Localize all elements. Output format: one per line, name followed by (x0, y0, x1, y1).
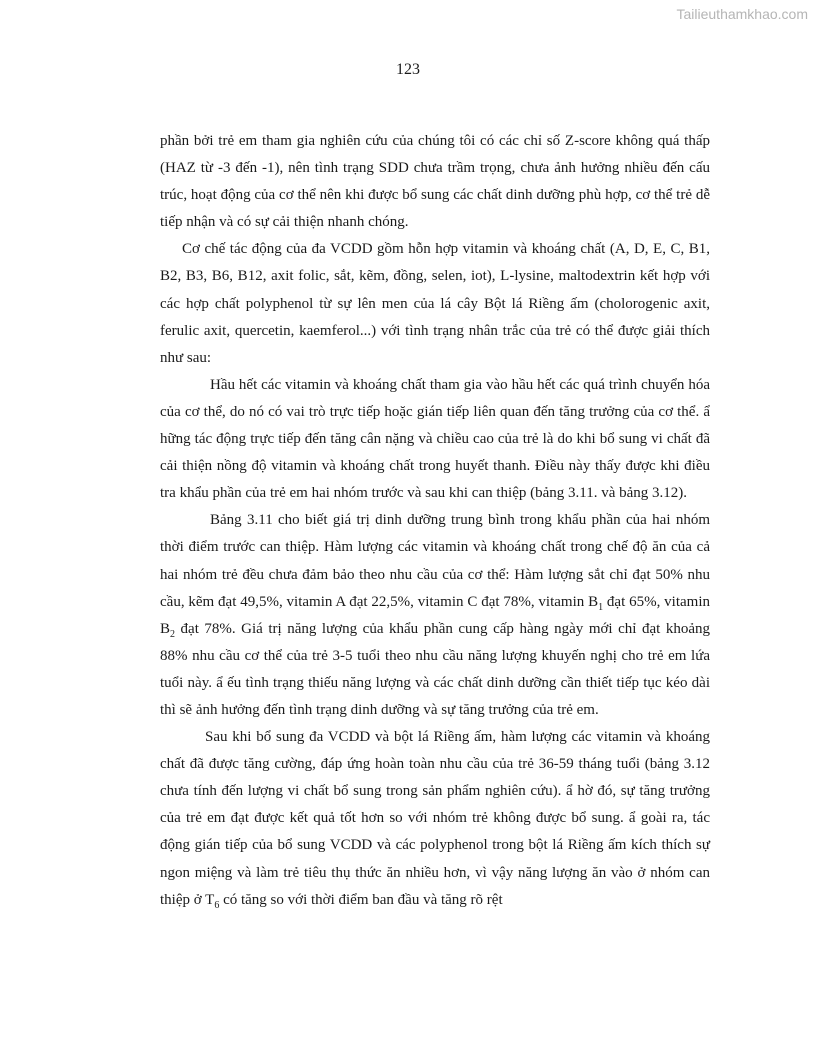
page-body (160, 128, 710, 914)
paragraph-5-text-b: có tăng so với thời điểm ban đầu và tăng rõ rệt (219, 891, 503, 908)
paragraph-5-text-a: Sau khi bổ sung đa VCDD và bột lá Riềng ấm, hàm lượng các vitamin và khoáng chất đã được tăng cường, đáp ứng hoàn toàn nhu cầu của trẻ 36-59 tháng tuổi (bảng 3.12 chưa tính đến lượng vi chất bổ sung trong sản phẩm nghiên cứu). ẩ hờ đó, sự tăng trưởng của trẻ em đạt được kết quả tốt hơn so với nhóm trẻ không được bổ sung. ẩ goài ra, tác động gián tiếp của bổ sung VCDD và các polyphenol trong bột lá Riềng ấm kích thích sự ngon miệng và làm trẻ tiêu thụ thức ăn nhiều hơn, vì vậy năng lượng ăn vào ở nhóm can thiệp ở T (160, 729, 710, 908)
paragraph-4-text-a: Bảng 3.11 cho biết giá trị dinh dưỡng trung bình trong khẩu phần của hai nhóm thời điểm trước can thiệp. Hàm lượng các vitamin và khoáng chất trong chế độ ăn của cả hai nhóm trẻ đều chưa đảm bảo theo nhu cầu của cơ thể: Hàm lượng sắt chỉ đạt 50% nhu cầu, kẽm đạt 49,5%, vitamin A đạt 22,5%, vitamin C đạt 78%, vitamin B (160, 512, 710, 610)
page-number: 123 (396, 61, 420, 78)
paragraph-4-text-b: đạt 65%, vitamin B (160, 593, 710, 637)
subscript: 6 (214, 899, 220, 911)
subscript: 1 (598, 601, 604, 613)
subscript: 2 (170, 628, 176, 640)
paragraph-4 (160, 507, 710, 724)
paragraph-4-text-c: đạt 78%. Giá trị năng lượng của khẩu phần cung cấp hàng ngày mới chỉ đạt khoảng 88% nhu cầu cơ thể của trẻ 3-5 tuổi theo nhu cầu năng lượng khuyến nghị cho trẻ em lứa tuổi này. ẩ ếu tình trạng thiếu năng lượng và các chất dinh dưỡng cần thiết tiếp tục kéo dài thì sẽ ảnh hưởng đến tình trạng dinh dưỡng và sự tăng trưởng của trẻ em. (160, 620, 710, 718)
paragraph-5 (160, 724, 710, 914)
paragraph-3: Hầu hết các vitamin và khoáng chất tham gia vào hầu hết các quá trình chuyển hóa của cơ thể, do nó có vai trò trực tiếp hoặc gián tiếp liên quan đến tăng trưởng của cơ thể. ẩ hững tác động trực tiếp đến tăng cân nặng và chiều cao của trẻ là do khi bổ sung vi chất đã cải thiện nồng độ vitamin và khoáng chất trong huyết thanh. Điều này thấy được khi điều tra khẩu phần của trẻ em hai nhóm trước và sau khi can thiệp (bảng 3.11. và bảng 3.12). (160, 376, 710, 502)
watermark: Tailieuthamkhao.com (676, 6, 808, 22)
paragraph-2: Cơ chế tác động của đa VCDD gồm hỗn hợp vitamin và khoáng chất (A, D, E, C, B1, B2, B3, B6, B12, axit folic, sắt, kẽm, đồng, selen, iot), L-lysine, maltodextrin kết hợp với các hợp chất polyphenol từ sự lên men của lá cây Bột lá Riềng ấm (cholorogenic axit, ferulic axit, quercetin, kaemferol...) với tình trạng nhân trắc của trẻ có thể được giải thích như sau: (160, 241, 710, 366)
paragraph-1: phần bởi trẻ em tham gia nghiên cứu của chúng tôi có các chỉ số Z-score không quá thấp (HAZ từ -3 đến -1), nên tình trạng SDD chưa trầm trọng, chưa ảnh hưởng nhiều đến cấu trúc, hoạt động của cơ thể nên khi được bổ sung các chất dinh dưỡng phù hợp, cơ thể trẻ dễ tiếp nhận và có sự cải thiện nhanh chóng. (160, 133, 710, 231)
